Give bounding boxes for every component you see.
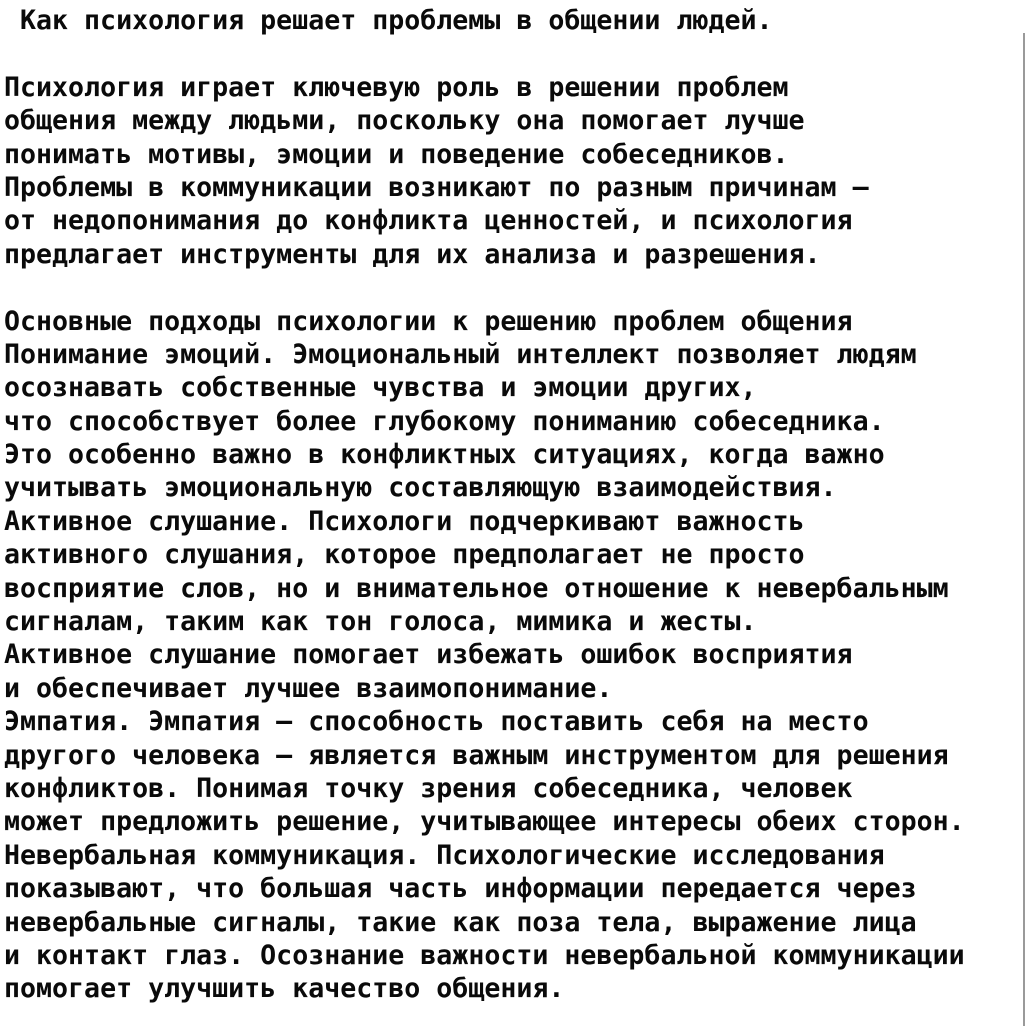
body-line: что способствует более глубокому пониманию собеседника. bbox=[4, 405, 885, 437]
body-line: конфликтов. Понимая точку зрения собеседника, человек bbox=[4, 772, 853, 804]
body-line: активного слушания, которое предполагает не просто bbox=[4, 539, 805, 571]
section-heading: Основные подходы психологии к решению проблем общения bbox=[4, 305, 853, 337]
body-line: Активное слушание помогает избежать ошибок восприятия bbox=[4, 639, 853, 671]
intro-line: общения между людьми, поскольку она помогает лучше bbox=[4, 105, 805, 137]
body-line: и обеспечивает лучшее взаимопонимание. bbox=[4, 672, 613, 704]
body-line: показывают, что большая часть информации передается через bbox=[4, 873, 917, 905]
blank-line bbox=[4, 271, 1026, 304]
intro-line: Психология играет ключевую роль в решении проблем bbox=[4, 71, 789, 103]
body-line: восприятие слов, но и внимательное отношение к невербальным bbox=[4, 572, 949, 604]
body-line: другого человека – является важным инструментом для решения bbox=[4, 739, 949, 771]
body-line: помогает улучшить качество общения. bbox=[4, 973, 565, 1005]
body-line: сигналам, таким как тон голоса, мимика и жесты. bbox=[4, 606, 757, 638]
body-line: Эмпатия. Эмпатия – способность поставить себя на место bbox=[4, 706, 869, 738]
body-line: может предложить решение, учитывающее интересы обеих сторон. bbox=[4, 806, 965, 838]
body-line: невербальные сигналы, такие как поза тела, выражение лица bbox=[4, 906, 917, 938]
body-line: Невербальная коммуникация. Психологические исследования bbox=[4, 839, 885, 871]
document-text bbox=[4, 4, 1026, 1006]
intro-line: предлагает инструменты для их анализа и разрешения. bbox=[4, 238, 821, 270]
body-line: осознавать собственные чувства и эмоции других, bbox=[4, 372, 757, 404]
body-line: Понимание эмоций. Эмоциональный интеллект позволяет людям bbox=[4, 338, 917, 370]
document-title: Как психология решает проблемы в общении людей. bbox=[20, 5, 773, 36]
body-line: Активное слушание. Психологи подчеркивают важность bbox=[4, 505, 805, 537]
intro-line: Проблемы в коммуникации возникают по разным причинам – bbox=[4, 171, 869, 203]
intro-line: понимать мотивы, эмоции и поведение собеседников. bbox=[4, 138, 789, 170]
body-line: и контакт глаз. Осознание важности невербальной коммуникации bbox=[4, 939, 965, 971]
intro-line: от недопонимания до конфликта ценностей, и психология bbox=[4, 205, 853, 237]
body-line: Это особенно важно в конфликтных ситуациях, когда важно bbox=[4, 439, 885, 471]
body-line: учитывать эмоциональную составляющую взаимодействия. bbox=[4, 472, 837, 504]
blank-line bbox=[4, 37, 1026, 70]
